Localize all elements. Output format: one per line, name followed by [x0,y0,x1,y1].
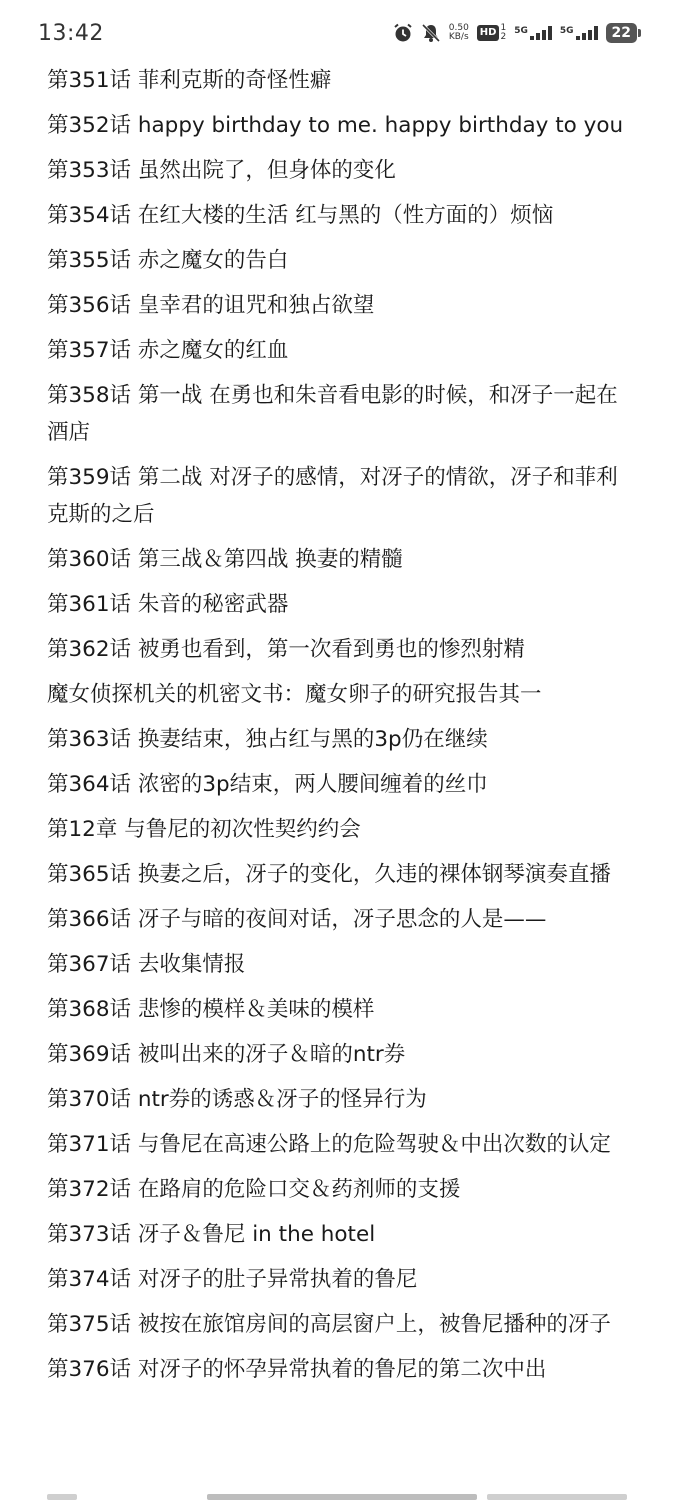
chapter-item[interactable]: 第365话 换妻之后，冴子的变化，久违的裸体钢琴演奏直播 [47,862,611,887]
chapter-item[interactable]: 第374话 对冴子的肚子异常执着的鲁尼 [47,1267,418,1292]
battery-icon: 22 [606,23,637,43]
status-icons [393,23,637,43]
chapter-item[interactable]: 第358话 第一战 在勇也和朱音看电影的时候，和冴子一起在酒店 [47,383,618,445]
chapter-item[interactable]: 魔女侦探机关的机密文书：魔女卵子的研究报告其一 [47,682,542,707]
chapter-item[interactable]: 第355话 赤之魔女的告白 [47,248,289,273]
signal-icon [530,26,552,40]
chapter-item[interactable]: 第375话 被按在旅馆房间的高层窗户上，被鲁尼播种的冴子 [47,1312,611,1337]
status-bar [0,0,675,66]
chapter-item[interactable]: 第372话 在路肩的危险口交＆药剂师的支援 [47,1177,461,1202]
signal-icon [576,26,598,40]
chapter-item[interactable]: 第362话 被勇也看到，第一次看到勇也的惨烈射精 [47,637,525,662]
mute-icon [421,23,441,43]
chapter-item[interactable]: 第12章 与鲁尼的初次性契约约会 [47,817,361,842]
net-speed-value: 0.50 [448,23,469,33]
chapter-item[interactable]: 第376话 对冴子的怀孕异常执着的鲁尼的第二次中出 [47,1357,547,1382]
hd-indicator [477,24,506,42]
signal-1 [514,26,552,40]
cutoff-fragment [487,1494,627,1500]
chapter-item[interactable]: 第356话 皇幸君的诅咒和独占欲望 [47,293,375,318]
net-speed-unit: KB/s [448,32,469,42]
chapter-item[interactable]: 第357话 赤之魔女的红血 [47,338,289,363]
chapter-item[interactable]: 第367话 去收集情报 [47,952,246,977]
status-time: 13:42 [38,20,104,46]
signal-2 [560,26,598,40]
chapter-item[interactable]: 第370话 ntr券的诱惑＆冴子的怪异行为 [47,1087,427,1112]
chapter-item[interactable]: 第369话 被叫出来的冴子＆暗的ntr券 [47,1042,406,1067]
chapter-item[interactable]: 第359话 第二战 对冴子的感情，对冴子的情欲，冴子和菲利克斯的之后 [47,465,618,527]
chapter-item[interactable]: 第373话 冴子＆鲁尼 in the hotel [47,1222,376,1247]
chapter-item[interactable]: 第366话 冴子与暗的夜间对话，冴子思念的人是—— [47,907,547,932]
hd-sup: 1 [500,23,507,33]
chapter-item[interactable]: 第361话 朱音的秘密武器 [47,592,289,617]
hd-sub: 2 [500,32,507,42]
chapter-item[interactable]: 第363话 换妻结束，独占红与黑的3p仍在继续 [47,727,488,752]
chapter-item[interactable]: 第352话 happy birthday to me. happy birthday to you [47,113,624,138]
signal-2-label: 5G [559,26,574,36]
chapter-item[interactable]: 第354话 在红大楼的生活 红与黑的（性方面的）烦恼 [47,203,554,228]
scroll-highlight [207,1494,477,1500]
net-speed [449,24,469,42]
alarm-icon [393,23,413,43]
chapter-item[interactable]: 第364话 浓密的3p结束，两人腰间缠着的丝巾 [47,772,488,797]
chapter-list [47,58,637,1392]
signal-1-label: 5G [514,26,528,36]
chapter-item[interactable]: 第360话 第三战＆第四战 换妻的精髓 [47,547,403,572]
chapter-item[interactable]: 第353话 虽然出院了，但身体的变化 [47,158,396,183]
chapter-item[interactable]: 第368话 悲惨的模样＆美味的模样 [47,997,375,1022]
cutoff-next-item [47,1488,637,1500]
cutoff-fragment [47,1494,77,1500]
chapter-item[interactable]: 第351话 菲利克斯的奇怪性癖 [47,68,332,93]
hd-label: HD [477,25,500,41]
chapter-item[interactable]: 第371话 与鲁尼在高速公路上的危险驾驶＆中出次数的认定 [47,1132,611,1157]
